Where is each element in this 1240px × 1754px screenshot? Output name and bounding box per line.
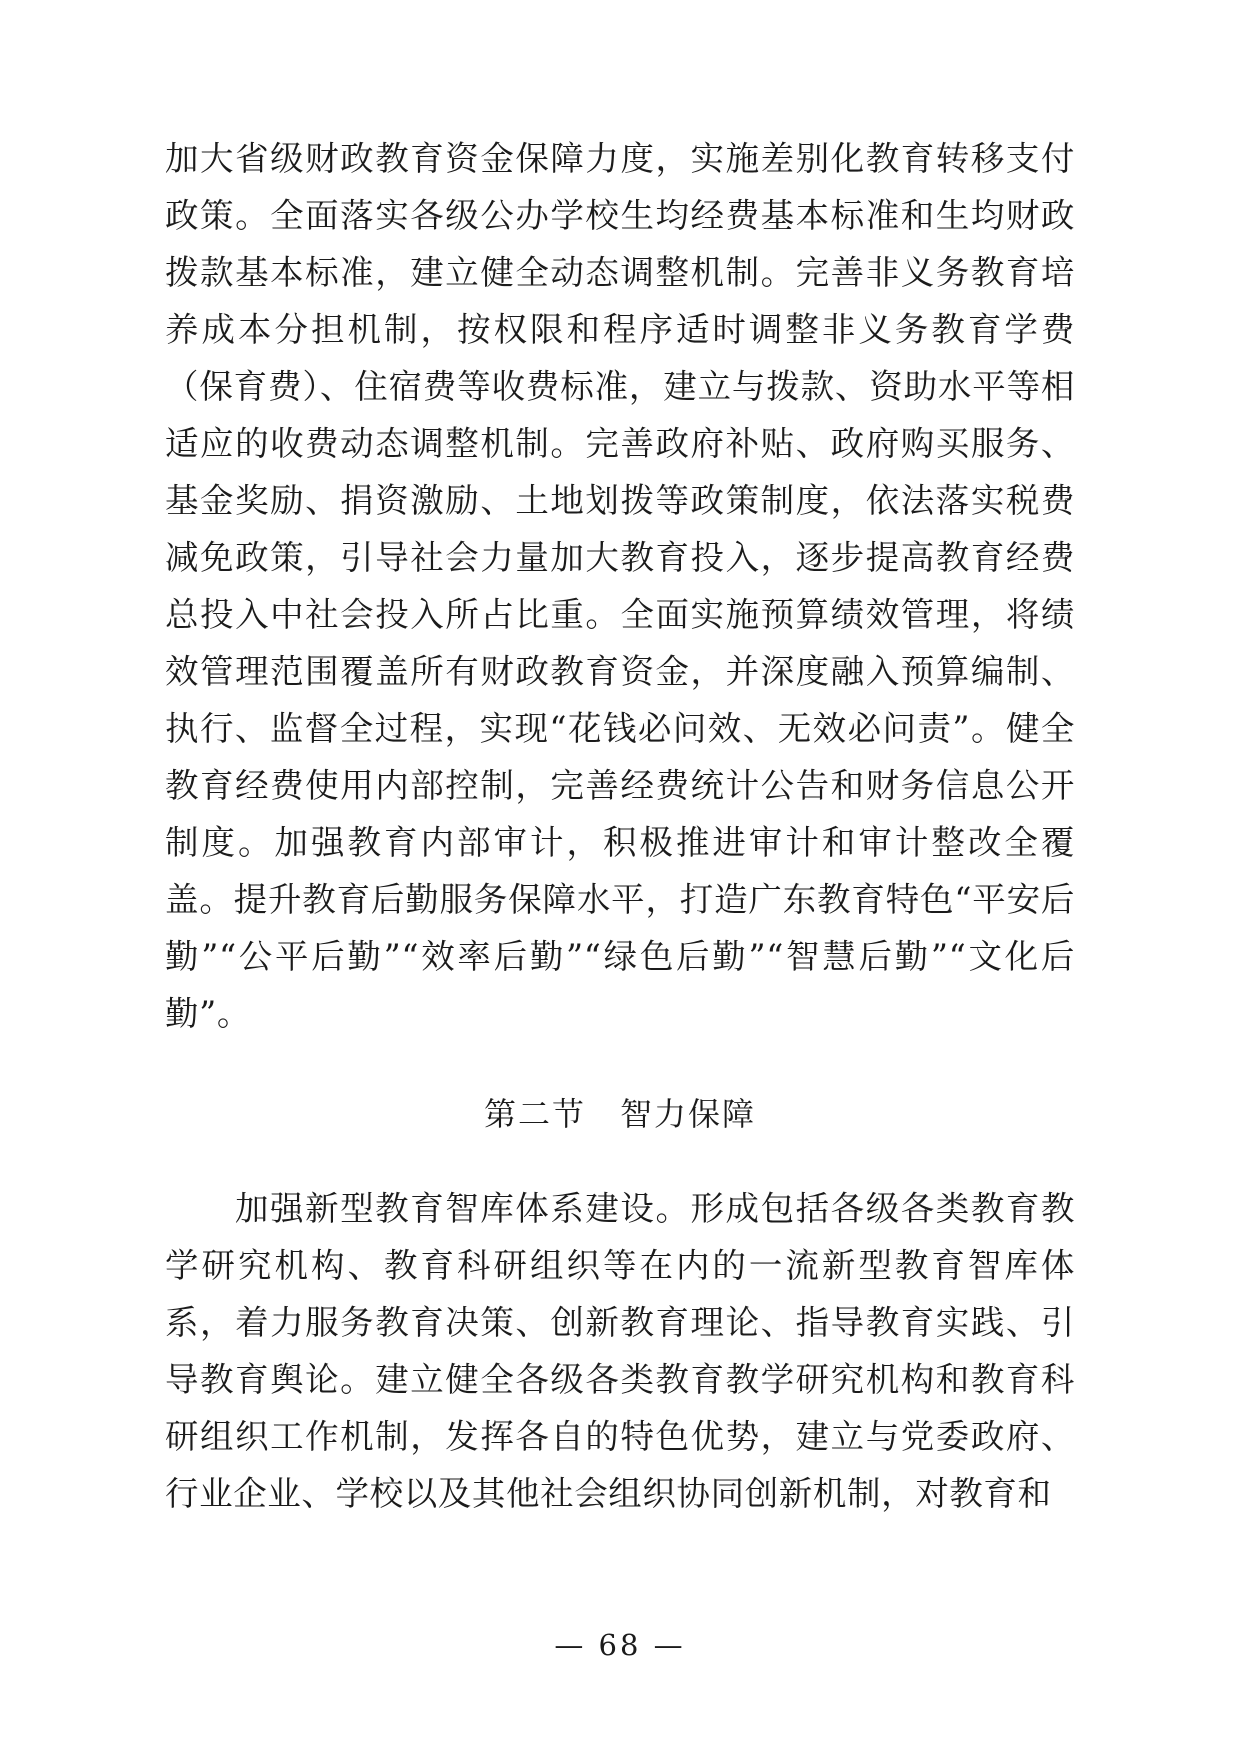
paragraph-funding: 加大省级财政教育资金保障力度，实施差别化教育转移支付政策。全面落实各级公办学校生均经费基本标准和生均财政拨款基本标准，建立健全动态调整机制。完善非义务教育培养成本分担机制，按权限和程序适时调整非义务教育学费（保育费）、住宿费等收费标准，建立与拨款、资助水平等相适应的收费动态调整机制。完善政府补贴、政府购买服务、基金奖励、捐资激励、土地划拨等政策制度，依法落实税费减免政策，引导社会力量加大教育投入，逐步提高教育经费总投入中社会投入所占比重。全面实施预算绩效管理，将绩效管理范围覆盖所有财政教育资金，并深度融入预算编制、执行、监督全过程，实现“花钱必问效、无效必问责”。健全教育经费使用内部控制，完善经费统计公告和财务信息公开制度。加强教育内部审计，积极推进审计和审计整改全覆盖。提升教育后勤服务保障水平，打造广东教育特色“平安后勤”“公平后勤”“效率后勤”“绿色后勤”“智慧后勤”“文化后勤”。 [165,139,1075,1033]
paragraph-think-tank: 加强新型教育智库体系建设。形成包括各级各类教育教学研究机构、教育科研组织等在内的一流新型教育智库体系，着力服务教育决策、创新教育理论、指导教育实践、引导教育舆论。建立健全各级各类教育教学研究机构和教育科研组织工作机制，发挥各自的特色优势，建立与党委政府、行业企业、学校以及其他社会组织协同创新机制，对教育和 [165,1189,1075,1513]
page-number-footer: — 68 — [554,1628,686,1662]
section-heading [165,1088,1075,1140]
document-body [165,130,1075,1522]
section-number: 第二节 [483,1095,586,1133]
section-title: 智力保障 [620,1095,757,1133]
